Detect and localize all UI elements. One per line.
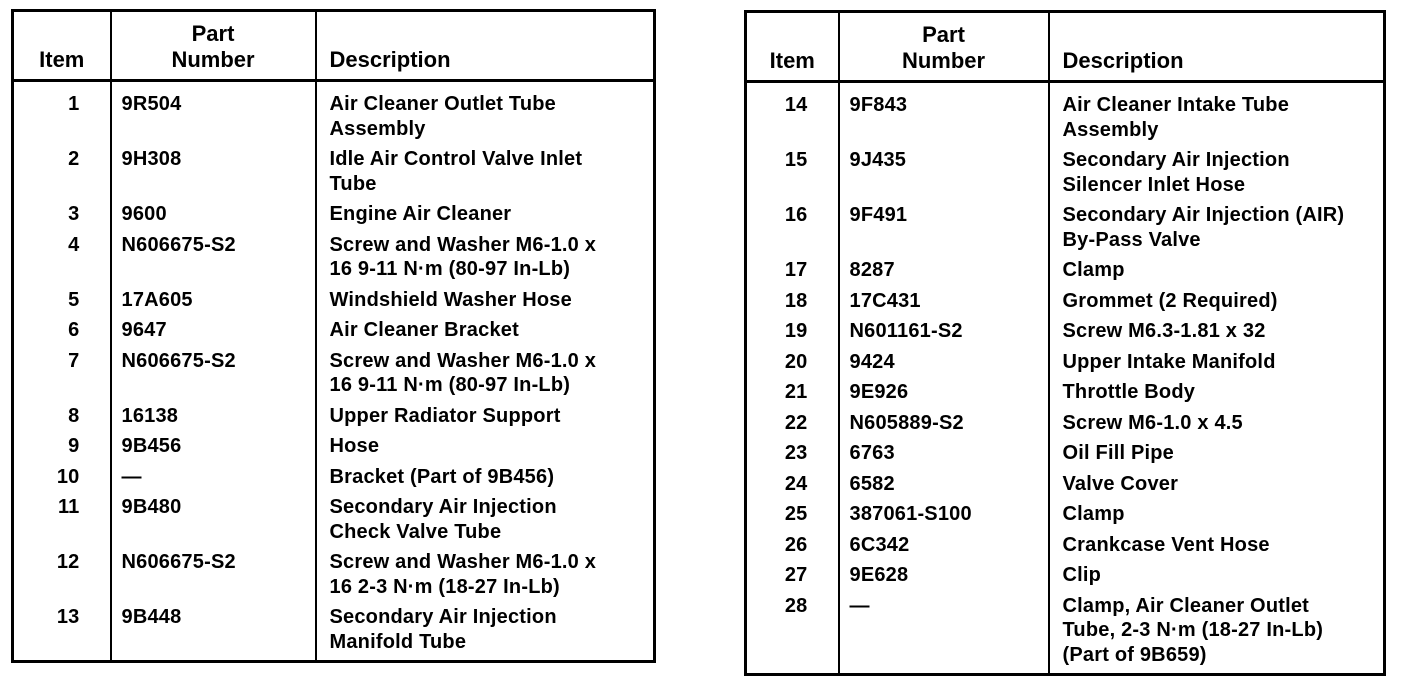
description-line: Secondary Air Injection (AIR) xyxy=(1062,204,1345,226)
item-number: 26 xyxy=(784,533,808,556)
item-number: 10 xyxy=(56,465,80,488)
table-row xyxy=(13,465,655,496)
part-number: — xyxy=(839,594,1049,674)
header-item: Item xyxy=(746,12,839,82)
description-line: Air Cleaner Intake Tube xyxy=(1062,94,1290,116)
filler-cell xyxy=(13,660,111,662)
table-row xyxy=(13,404,655,435)
table-row xyxy=(746,502,1385,533)
part-number: N606675-S2 xyxy=(111,550,316,605)
description-line: Screw and Washer M6-1.0 x xyxy=(329,349,597,372)
description-line: Valve Cover xyxy=(1062,472,1179,495)
description-line: Idle Air Control Valve Inlet xyxy=(329,148,583,170)
description-line: Secondary Air Injection xyxy=(329,496,557,518)
parts-table-right xyxy=(744,10,1386,676)
description-line: Assembly xyxy=(329,117,426,140)
description-cell xyxy=(316,202,655,233)
description-cell xyxy=(1049,594,1385,674)
parts-table-left xyxy=(11,9,656,663)
description-line: Clamp, Air Cleaner Outlet xyxy=(1062,594,1310,617)
item-number: 3 xyxy=(68,203,80,225)
description-line: Bracket (Part of 9B456) xyxy=(329,465,555,488)
description-cell xyxy=(316,318,655,349)
part-number: 16138 xyxy=(111,404,316,435)
part-number: 8287 xyxy=(839,258,1049,289)
part-number: N606675-S2 xyxy=(111,233,316,288)
item-number: 20 xyxy=(784,350,808,373)
part-number: — xyxy=(111,465,316,496)
table-row xyxy=(13,495,655,550)
description-cell xyxy=(1049,533,1385,564)
table-row xyxy=(746,563,1385,594)
item-number: 12 xyxy=(56,551,80,573)
header-part-line2: Number xyxy=(171,47,255,72)
description-cell xyxy=(1049,203,1385,258)
description-line: Tube xyxy=(329,172,377,195)
item-number: 17 xyxy=(784,259,808,281)
item-number: 16 xyxy=(784,204,808,226)
header-part-number xyxy=(839,12,1049,82)
description-line: Grommet (2 Required) xyxy=(1062,289,1278,312)
item-number: 18 xyxy=(784,289,808,312)
item-number: 9 xyxy=(68,435,80,457)
table-row xyxy=(13,605,655,660)
description-cell xyxy=(1049,350,1385,381)
table-row xyxy=(746,258,1385,289)
description-line: Engine Air Cleaner xyxy=(329,203,512,225)
description-cell xyxy=(316,147,655,202)
header-part-line2: Number xyxy=(901,48,986,73)
header-part-line1: Part xyxy=(922,22,965,47)
table-row xyxy=(746,441,1385,472)
description-line: Clip xyxy=(1062,564,1102,586)
table-row xyxy=(746,533,1385,564)
table-row xyxy=(746,472,1385,503)
table-filler-row xyxy=(13,660,655,662)
part-number: 17A605 xyxy=(111,288,316,319)
description-cell xyxy=(1049,472,1385,503)
part-number: 6763 xyxy=(839,441,1049,472)
description-cell xyxy=(316,550,655,605)
description-line: Hose xyxy=(329,435,380,457)
description-cell xyxy=(1049,82,1385,149)
description-line: Manifold Tube xyxy=(329,630,467,653)
item-number: 5 xyxy=(68,288,80,311)
description-line: Secondary Air Injection xyxy=(329,606,557,628)
description-line: Air Cleaner Bracket xyxy=(329,319,519,341)
item-number: 24 xyxy=(784,472,808,495)
item-number: 23 xyxy=(784,442,808,464)
description-line: Screw and Washer M6-1.0 x xyxy=(329,233,597,256)
item-number: 2 xyxy=(68,148,80,170)
description-cell xyxy=(316,434,655,465)
part-number: 9E926 xyxy=(839,380,1049,411)
description-cell xyxy=(1049,148,1385,203)
description-cell xyxy=(1049,563,1385,594)
description-cell xyxy=(316,233,655,288)
description-line: Silencer Inlet Hose xyxy=(1062,173,1246,196)
item-number: 4 xyxy=(68,233,80,256)
description-line: Throttle Body xyxy=(1062,381,1196,403)
description-line: Tube, 2-3 N·m (18-27 In-Lb) xyxy=(1062,619,1324,641)
part-number: 17C431 xyxy=(839,289,1049,320)
description-cell xyxy=(1049,502,1385,533)
description-line: (Part of 9B659) xyxy=(1062,643,1207,666)
description-line: Secondary Air Injection xyxy=(1062,149,1290,171)
table-row xyxy=(746,380,1385,411)
table-row xyxy=(746,203,1385,258)
filler-cell xyxy=(111,660,316,662)
description-line: 16 9-11 N·m (80-97 In-Lb) xyxy=(329,374,571,396)
part-number: 9F491 xyxy=(839,203,1049,258)
part-number: 9424 xyxy=(839,350,1049,381)
part-number: 9B448 xyxy=(111,605,316,660)
part-number: 9E628 xyxy=(839,563,1049,594)
description-line: Screw M6.3-1.81 x 32 xyxy=(1062,320,1266,342)
part-number: 9R504 xyxy=(111,81,316,148)
table-row xyxy=(746,594,1385,674)
item-number: 15 xyxy=(784,149,808,171)
header-part-number xyxy=(111,11,316,81)
header-description: Description xyxy=(1049,12,1385,82)
part-number: 9J435 xyxy=(839,148,1049,203)
description-cell xyxy=(1049,380,1385,411)
description-line: Assembly xyxy=(1062,118,1159,141)
part-number: N605889-S2 xyxy=(839,411,1049,442)
filler-cell xyxy=(316,660,655,662)
part-number: 9F843 xyxy=(839,82,1049,149)
part-number: 9B480 xyxy=(111,495,316,550)
table-header-row xyxy=(746,12,1385,82)
description-cell xyxy=(316,605,655,660)
description-line: Oil Fill Pipe xyxy=(1062,442,1175,464)
description-line: 16 9-11 N·m (80-97 In-Lb) xyxy=(329,258,571,280)
table-row xyxy=(746,411,1385,442)
description-line: Check Valve Tube xyxy=(329,520,502,543)
table-row xyxy=(746,82,1385,149)
item-number: 19 xyxy=(784,320,808,342)
item-number: 8 xyxy=(68,404,80,427)
description-cell xyxy=(316,465,655,496)
item-number: 14 xyxy=(784,94,808,116)
table-row xyxy=(13,434,655,465)
description-line: Upper Radiator Support xyxy=(329,404,561,427)
header-part-line1: Part xyxy=(191,21,235,46)
description-cell xyxy=(316,404,655,435)
item-number: 21 xyxy=(784,381,808,403)
part-number: 387061-S100 xyxy=(839,502,1049,533)
part-number: 9H308 xyxy=(111,147,316,202)
description-line: By-Pass Valve xyxy=(1062,228,1201,251)
item-number: 27 xyxy=(784,564,808,586)
description-cell xyxy=(316,495,655,550)
description-cell xyxy=(1049,319,1385,350)
description-cell xyxy=(316,81,655,148)
description-cell xyxy=(1049,411,1385,442)
table-row xyxy=(13,318,655,349)
description-line: Clamp xyxy=(1062,503,1125,525)
item-number: 25 xyxy=(784,503,808,525)
table-row xyxy=(13,81,655,148)
part-number: 9B456 xyxy=(111,434,316,465)
description-cell xyxy=(316,349,655,404)
item-number: 6 xyxy=(68,319,80,341)
item-number: 22 xyxy=(784,411,808,434)
item-number: 11 xyxy=(57,496,80,518)
table-row xyxy=(746,319,1385,350)
table-row xyxy=(746,289,1385,320)
header-description: Description xyxy=(316,11,655,81)
description-line: Crankcase Vent Hose xyxy=(1062,533,1270,556)
description-line: Windshield Washer Hose xyxy=(329,288,572,311)
part-number: N601161-S2 xyxy=(839,319,1049,350)
item-number: 13 xyxy=(56,606,80,628)
table-row xyxy=(746,148,1385,203)
description-cell xyxy=(1049,441,1385,472)
description-line: 16 2-3 N·m (18-27 In-Lb) xyxy=(329,575,560,598)
table-row xyxy=(13,349,655,404)
table-header-row xyxy=(13,11,655,81)
table-row xyxy=(13,288,655,319)
part-number: N606675-S2 xyxy=(111,349,316,404)
table-row xyxy=(13,202,655,233)
part-number: 6C342 xyxy=(839,533,1049,564)
part-number: 9647 xyxy=(111,318,316,349)
table-row xyxy=(13,147,655,202)
description-line: Air Cleaner Outlet Tube xyxy=(329,93,556,115)
description-line: Screw and Washer M6-1.0 x xyxy=(329,551,597,573)
table-row xyxy=(746,350,1385,381)
description-cell xyxy=(316,288,655,319)
description-line: Clamp xyxy=(1062,259,1125,281)
header-item: Item xyxy=(13,11,111,81)
description-line: Upper Intake Manifold xyxy=(1062,350,1276,373)
item-number: 7 xyxy=(68,349,80,372)
item-number: 1 xyxy=(68,93,80,115)
description-line: Screw M6-1.0 x 4.5 xyxy=(1062,411,1243,434)
table-row xyxy=(13,550,655,605)
part-number: 9600 xyxy=(111,202,316,233)
item-number: 28 xyxy=(784,594,808,617)
description-cell xyxy=(1049,258,1385,289)
description-cell xyxy=(1049,289,1385,320)
part-number: 6582 xyxy=(839,472,1049,503)
table-row xyxy=(13,233,655,288)
